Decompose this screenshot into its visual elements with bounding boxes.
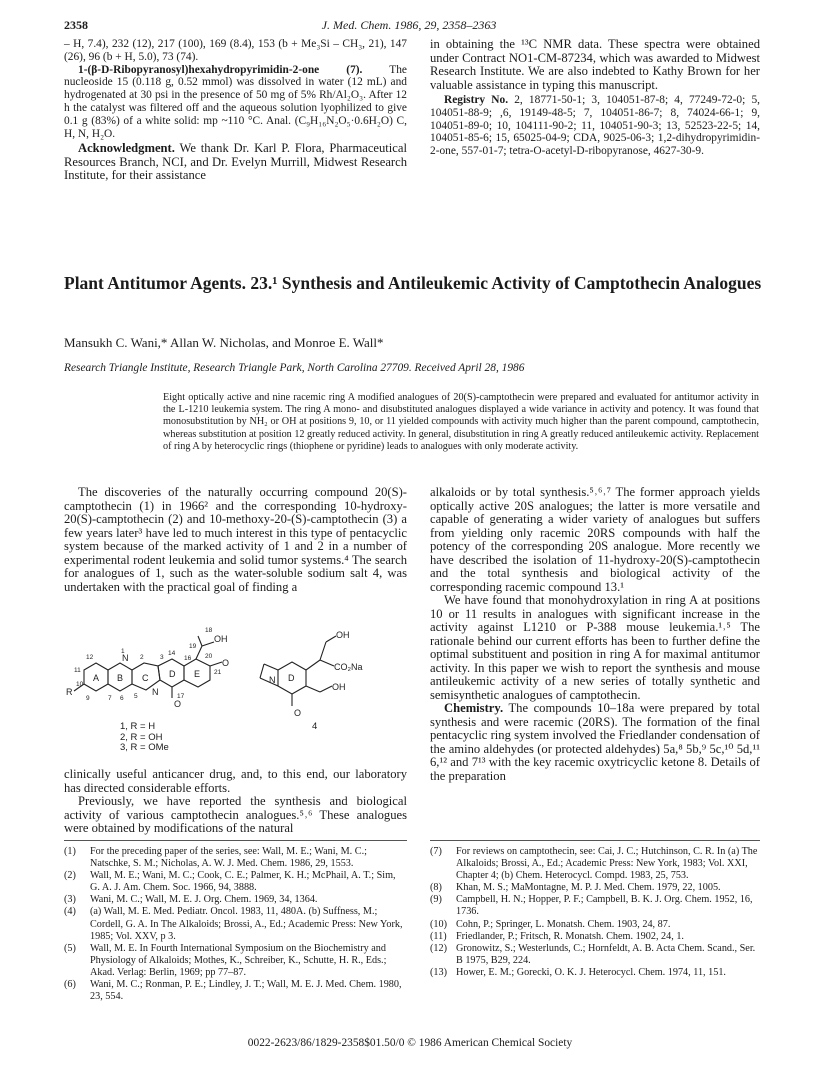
position-9: 9: [86, 695, 90, 702]
reference-item: [64, 870, 407, 894]
article-right-column: [430, 486, 760, 783]
atom-label-n1: N: [122, 653, 129, 663]
reference-text: Friedlander, P.; Fritsch, R. Monatsh. Chem. 1902, 24, 1.: [456, 930, 684, 942]
reference-number: (6): [64, 979, 76, 991]
position-16: 16: [184, 655, 192, 662]
position-6: 6: [120, 695, 124, 702]
registry-text: 2, 18771-50-1; 3, 104051-87-8; 4, 77249-72-0; 5, 104051-88-9; ,6, 19149-48-5; 7, 104051-86-7; 8, 74024-66-1; 9, 104051-89-0; 10, 104111-90-2; 11, 104051-90-3; 13, 52523-22-5; 14, 104051-85-6; 15, 65025-04-9; CDA, 9025-06-3; 1,2-dihydropyrimidin-2-one, 557-01-7; tetra-O-acetyl-D-ribopyranose, 4627-30-9.: [430, 94, 760, 158]
references-left: [64, 846, 407, 1003]
mass-spec-line: – H, 7.4), 232 (12), 217 (100), 169 (8.4), 153 (b + Me₃Si – CH₃, 21), 147 (26), 96 (b + H, 5.0), 73 (74).: [64, 38, 407, 63]
reference-text: Wall, M. E. In Fourth International Symposium on the Biochemistry and Physiology of Alkaloids; Mothes, K., Schreiber, K., Schutte, H. R., Eds.; Akad. Verlag: Berlin, 1969; pp 77–87.: [90, 942, 387, 978]
reference-number: (4): [64, 906, 76, 918]
acknowledgment-continued: in obtaining the ¹³C NMR data. These spectra were obtained under Contract NO1-CM-87234, which was awarded to Midwest Research Institute. We are also indebted to Kathy Brown for her valuable assistance in typing this manuscript.: [430, 37, 760, 92]
compound-list: [120, 722, 169, 754]
intro-paragraph-2: Previously, we have reported the synthesis and biological activity of various camptothecin analogues.⁵˒⁶ These analogues were obtained by modifications of the natural: [64, 794, 407, 835]
compound-4-bond: [264, 664, 278, 670]
compound-4-bond: [326, 636, 336, 642]
reference-item: [430, 919, 760, 931]
journal-citation: J. Med. Chem. 1986, 29, 2358–2363: [321, 18, 497, 32]
reference-item: [64, 943, 407, 979]
reference-number: (10): [430, 918, 447, 930]
article-left-column-continued: [64, 768, 407, 836]
reference-text: Cohn, P.; Springer, L. Monatsh. Chem. 1903, 24, 87.: [456, 918, 671, 930]
references-right: [430, 846, 760, 979]
article-title: Plant Antitumor Agents. 23.¹ Synthesis and Antileukemic Activity of Camptothecin Analogues: [64, 273, 762, 293]
reference-item: [430, 882, 760, 894]
compound-4-bond: [320, 660, 334, 666]
prev-article-right-column: [430, 38, 760, 158]
reference-item: [64, 894, 407, 906]
chemistry-text: The compounds 10–18a were prepared by total synthesis and were racemic (20RS). The formation of the final pentacyclic ring system involved the Friedlander condensation of the amino aldehydes (or protected aldehydes) 5a,⁸ 5b,⁹ 5c,¹⁰ 5d,¹¹ 6,¹² and 7¹³ with the key racemic oxytricyclic ketone 8. Details of the preparation: [430, 701, 760, 783]
article-abstract: Eight optically active and nine racemic ring A modified analogues of 20(S)-camptothecin were prepared and evaluated for antitumor activity in the L-1210 leukemia system. The ring A mono- and disubstituted analogues displayed a wide variance in activity and potency. It was found that monosubstitution by NH₂ or OH at positions 9, 10, or 11 yielded compounds with activity much higher than the parent compound, camptothecin, whereas substitution at position 12 greatly reduced activity. In general, disubstitution in ring A greatly reduced antileukemic activity. Replacement of ring A by heterocyclic rings (thiophene or pyridine) leads to analogues with only moderate activity.: [163, 392, 759, 452]
position-19: 19: [189, 643, 197, 650]
reference-text: Khan, M. S.; MaMontagne, M. P. J. Med. Chem. 1979, 22, 1005.: [456, 882, 721, 894]
position-5: 5: [134, 693, 138, 700]
intro-paragraph-1: The discoveries of the naturally occurring compound 20(S)-camptothecin (1) in 1966² and the corresponding 10-hydroxy-20(S)-camptothecin (2) and 10-methoxy-20-(S)-camptothecin (3) a few years later³ have led to much interest in this type of pentacyclic system because of the marked activity of 1 and 2 in a number of experimental rodent leukemia and solid tumor systems.⁴ The search for analogues of 1, such as the water-soluble sodium salt 4, was undertaken with the practical goal of finding a: [64, 485, 407, 594]
reference-item: [430, 931, 760, 943]
position-1: 1: [121, 648, 125, 655]
reference-number: (9): [430, 894, 442, 906]
position-21: 21: [214, 669, 222, 676]
reference-text: For the preceding paper of the series, see: Wall, M. E.; Wani, M. C.; Natschke, S. M.; Nicholas, A. W. J. Med. Chem. 1986, 29, 1553.: [90, 846, 367, 870]
atom-label-n4: N: [152, 687, 159, 697]
position-17: 17: [177, 693, 185, 700]
position-10: 10: [76, 681, 84, 688]
ring-label-d: D: [169, 669, 176, 679]
reference-item: [430, 943, 760, 967]
position-12: 12: [86, 654, 94, 661]
compound-4-bond: [320, 686, 332, 692]
compound-4-n: N: [269, 675, 276, 685]
compound-4-label: 4: [312, 721, 318, 732]
footnote-rule-left: [64, 840, 407, 841]
compound-4-bond: [320, 642, 326, 660]
compound-4-oh-1: OH: [336, 630, 350, 640]
reference-number: (2): [64, 870, 76, 882]
reference-text: Wall, M. E.; Wani, M. C.; Cook, C. E.; Palmer, K. H.; McPhail, A. T.; Sim, G. A. J. Am. Chem. Soc. 1966, 94, 3888.: [90, 870, 396, 894]
compound-4-bond: [306, 686, 320, 692]
atom-label-o21: O: [222, 658, 230, 668]
position-11: 11: [74, 667, 81, 674]
compound-4-bond: [306, 660, 320, 670]
oh-bond: [202, 642, 214, 646]
reference-text: Hower, E. M.; Gorecki, O. K. J. Heterocycl. Chem. 1974, 11, 151.: [456, 966, 726, 978]
reference-number: (13): [430, 966, 447, 978]
reference-item: [430, 967, 760, 979]
compound-7-paragraph: [64, 64, 407, 141]
ethyl-bond: [196, 646, 202, 659]
compound-4-o: O: [294, 708, 302, 718]
reference-text: (a) Wall, M. E. Med. Pediatr. Oncol. 1983, 11, 480A. (b) Suffness, M.; Cordell, G. A. In The Alkaloids; Brossi, A., Ed.; Academic Press: New York, 1985; Vol. XXV, p 3.: [90, 906, 403, 942]
running-header: [64, 18, 754, 34]
reference-item: [430, 846, 760, 882]
reference-number: (1): [64, 846, 76, 857]
position-18: 18: [205, 627, 213, 634]
prev-article-left-column: [64, 38, 407, 183]
lactone-bond: [210, 662, 222, 666]
page-number: 2358: [64, 18, 88, 32]
compound-2-label: 2, R = OH: [120, 731, 163, 743]
compound-4-co2na: CO₂Na: [334, 662, 363, 672]
position-20: 20: [205, 653, 213, 660]
chemistry-heading: Chemistry.: [444, 701, 504, 715]
copyright-footer: 0022-2623/86/1829-2358$01.50/0 © 1986 American Chemical Society: [247, 1037, 573, 1049]
reference-number: (11): [430, 930, 447, 942]
reference-item: [64, 846, 407, 870]
intro-paragraph-1-end: clinically useful anticancer drug, and, to this end, our laboratory has directed considerable efforts.: [64, 767, 407, 795]
reference-number: (3): [64, 894, 76, 906]
position-2: 2: [140, 654, 144, 661]
ring-label-b: B: [117, 673, 124, 683]
compound-4-bond: [260, 664, 264, 678]
intro-paragraph-3: We have found that monohydroxylation in ring A at positions 10 or 11 results in analogues with significant increase in the activity against L1210 or P-388 mouse leukemia.¹˒⁵ The rationale behind our current efforts has been to further define the optimal substituent and position in ring A for maximal antitumor activity. In this paper we wish to report the synthesis and mouse antileukemic activity of a new series of totally synthetic and semisynthetic analogues of camptothecin.: [430, 593, 760, 702]
reference-text: Wani, M. C.; Ronman, P. E.; Lindley, J. T.; Wall, M. E. J. Med. Chem. 1980, 23, 554.: [90, 979, 402, 1003]
registry-paragraph: [430, 94, 760, 158]
acknowledgment-label: Acknowledgment.: [78, 141, 175, 156]
chemistry-paragraph: [430, 702, 760, 783]
ring-label-a: A: [93, 673, 100, 683]
reference-item: [430, 894, 760, 918]
ring-label-c: C: [142, 673, 149, 683]
atom-label-o17: O: [174, 699, 182, 709]
compound-4-oh-2: OH: [332, 682, 346, 692]
article-left-column: [64, 486, 407, 594]
ethyl-bond-2: [198, 636, 202, 646]
compound-4-ring-d-label: D: [288, 673, 295, 683]
compound-7-text: The nucleoside 15 (0.118 g, 0.52 mmol) was dissolved in water (12 mL) and hydrogenated at 30 psi in the presence of 50 mg of 5% Rh/Al₂O₃. After 12 h the catalyst was filtered off and the aqueous solution lyophilized to give 0.1 g (83%) of a white solid: mp ~110 °C. Anal. (C₉H₁₆N₂O₅·0.6H₂O) C, H, N, H₂O.: [64, 63, 407, 140]
acknowledgment-paragraph: [64, 142, 407, 183]
reference-item: [64, 906, 407, 942]
article-affiliation: Research Triangle Institute, Research Triangle Park, North Carolina 27709. Received April 28, 1986: [64, 362, 525, 374]
position-7: 7: [108, 695, 112, 702]
compound-1-label: 1, R = H: [120, 721, 156, 732]
atom-label-oh: OH: [214, 634, 228, 644]
article-authors: Mansukh C. Wani,* Allan W. Nicholas, and Monroe E. Wall*: [64, 335, 384, 350]
structure-drawing: [64, 612, 400, 750]
ring-label-e: E: [194, 669, 201, 679]
camptothecin-structures-figure: [64, 612, 400, 753]
reference-number: (12): [430, 942, 447, 954]
registry-label: Registry No.: [444, 94, 509, 106]
intro-paragraph-2-end: alkaloids or by total synthesis.⁵˒⁶˒⁷ The former approach yields optically active 20S analogues; the latter is more versatile and capable of generating a wider variety of analogues but suffers from yielding only racemic 20RS compounds with half the potency of the corresponding 20S analogue. More recently we have described the isolation of 11-hydroxy-20(S)-camptothecin and the total synthesis and biological activity of the corresponding racemic compound 13.¹: [430, 485, 760, 594]
position-14: 14: [168, 650, 176, 657]
footnote-rule-right: [430, 840, 760, 841]
reference-number: (5): [64, 942, 76, 954]
reference-text: Gronowitz, S.; Westerlunds, C.; Hornfeldt, A. B. Acta Chem. Scand., Ser. B 1975, B29, 224.: [456, 942, 756, 966]
atom-label-r: R: [66, 687, 73, 697]
position-3: 3: [160, 654, 164, 661]
reference-number: (8): [430, 882, 442, 894]
compound-7-label: 1-(β-D-Ribopyranosyl)hexahydropyrimidin-2-one (7).: [78, 63, 363, 76]
reference-text: Campbell, H. N.; Hopper, P. F.; Campbell, B. K. J. Org. Chem. 1952, 16, 1736.: [456, 894, 753, 918]
reference-number: (7): [430, 846, 442, 857]
reference-text: For reviews on camptothecin, see: Cai, J. C.; Hutchinson, C. R. In (a) The Alkaloids; Brossi, A., Ed.; Academic Press: New York, 1983; Vol. XXI, Chapter 4; (b) Chem. Heterocycl. Compd. 1983, 25, 753.: [456, 846, 758, 882]
acknowledgment-text: We thank Dr. Karl P. Flora, Pharmaceutical Resources Branch, NCI, and Dr. Evelyn Murrill, Midwest Research Institute, for their assistance: [64, 141, 407, 183]
reference-text: Wani, M. C.; Wall, M. E. J. Org. Chem. 1969, 34, 1364.: [90, 894, 318, 906]
reference-item: [64, 979, 407, 1003]
compound-3-label: 3, R = OMe: [120, 742, 169, 753]
